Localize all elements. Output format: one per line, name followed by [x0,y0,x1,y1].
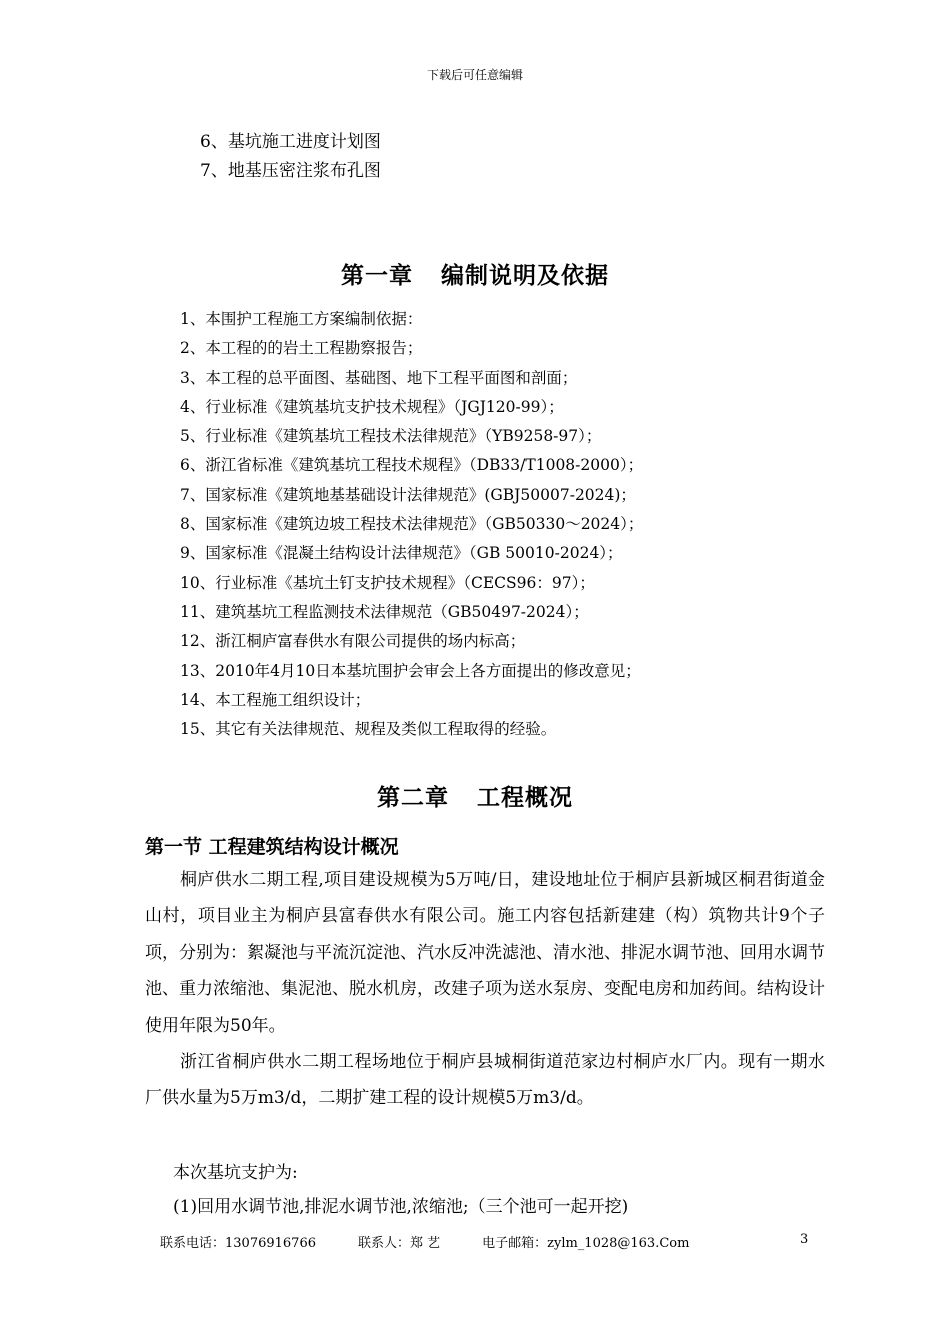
chapter-2-title: 工程概况 [477,784,573,811]
chapter-2-number: 第二章 [377,784,449,811]
chapter-1-heading [0,257,950,290]
footer-email: 电子邮箱：zylm_1028@163.Com [482,1236,690,1251]
paragraph-text: 桐庐供水二期工程,项目建设规模为5万吨/日，建设地址位于桐庐县新城区桐君街道金山村，项目业主为桐庐县富春供水有限公司。施工内容包括新建建（构）筑物共计9个子项，分别为：絮凝池与平流沉淀池、汽水反冲洗滤池、清水池、排泥水调节池、回用水调节池、重力浓缩池、集泥池、脱水机房，改建子项为送水泵房、变配电房和加药间。结构设计使用年限为50年。 [145,870,825,1036]
page-header: 下载后可任意编辑 [426,68,523,82]
basis-item: 12、浙江桐庐富春供水有限公司提供的场内标高； [180,632,526,651]
footer-phone: 联系电话：13076916766 [160,1236,316,1251]
basis-item: 1、本围护工程施工方案编制依据： [180,310,423,328]
toc-item-6: 6、基坑施工进度计划图 [200,132,381,152]
toc-item-7: 7、地基压密注浆布孔图 [200,161,381,181]
basis-list [180,309,643,748]
chapter-1-number: 第一章 [341,262,413,289]
basis-item: 2、本工程的的岩土工程勘察报告； [180,339,423,358]
basis-item: 10、行业标准《基坑土钉支护技术规程》（CECS96：97）； [180,573,595,592]
page-number: 3 [800,1232,809,1247]
support-item-1: (1)回用水调节池,排泥水调节池,浓缩池;（三个池可一起开挖) [173,1197,629,1217]
basis-item: 15、其它有关法律规范、规程及类似工程取得的经验。 [180,720,557,739]
basis-item: 13、2010年4月10日本基坑围护会审会上各方面提出的修改意见； [180,661,641,680]
basis-item: 11、建筑基坑工程监测技术法律规范（GB50497-2024）； [180,602,589,621]
basis-item: 7、国家标准《建筑地基基础设计法律规范》(GBJ50007-2024)； [180,485,636,504]
basis-item: 4、行业标准《建筑基坑支护技术规程》（JGJ120-99）； [180,397,564,416]
paragraph-text: 浙江省桐庐供水二期工程场地位于桐庐县城桐街道范家边村桐庐水厂内。现有一期水厂供水量为5万m3/d，二期扩建工程的设计规模5万m3/d。 [145,1052,825,1109]
basis-item: 6、浙江省标准《建筑基坑工程技术规程》（DB33/T1008-2000）； [180,456,644,475]
section-1-title: 第一节 工程建筑结构设计概况 [145,836,399,858]
chapter-1-title: 编制说明及依据 [441,262,609,289]
overview-paragraph-1 [145,862,825,1044]
basis-item: 5、行业标准《建筑基坑工程技术法律规范》（YB9258-97）； [180,427,602,446]
basis-item: 8、国家标准《建筑边坡工程技术法律规范》（GB50330～2024）； [180,515,644,534]
basis-item: 3、本工程的总平面图、基础图、地下工程平面图和剖面； [180,368,578,387]
footer-contact: 联系人：郑 艺 [357,1236,441,1251]
basis-item: 9、国家标准《混凝土结构设计法律规范》（GB 50010-2024）； [180,544,623,563]
support-intro: 本次基坑支护为: [173,1163,298,1183]
basis-item: 14、本工程施工组织设计； [180,690,371,709]
page-footer [160,1232,731,1251]
chapter-2-heading [0,779,950,812]
overview-paragraph-2 [145,1044,825,1117]
